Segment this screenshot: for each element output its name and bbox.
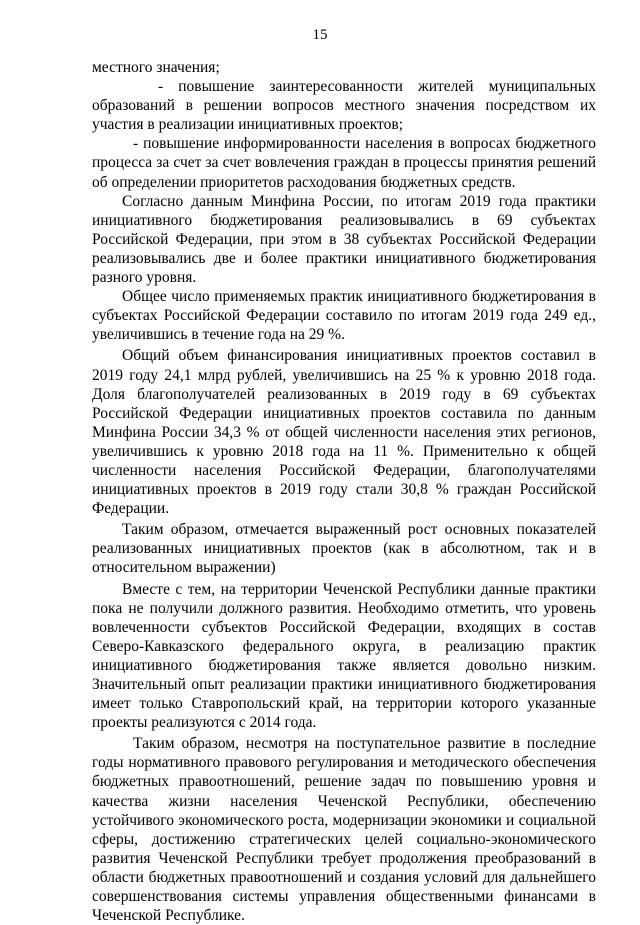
document-body <box>92 58 596 925</box>
paragraph-chechen-status: Вместе с тем, на территории Чеченской Республики данные практики пока не получили должного развития. Необходимо отметить, что уровень вовлеченности субъектов Российской Федерации, входящих в состав Северо-Кавказского федерального округа, в реализацию практик инициативного бюджетирования также является довольно низким. Значительный опыт реализации практики инициативного бюджетирования имеет только Ставропольский край, на территории которого указанные проекты реализуются с 2014 года. <box>92 580 596 732</box>
paragraph-growth-summary: Таким образом, отмечается выраженный рост основных показателей реализованных инициативных проектов (как в абсолютном, так и в относительном выражении) <box>92 521 596 577</box>
list-item-interest: - повышение заинтересованности жителей муниципальных образований в решении вопросов местного значения посредством их участия в реализации инициативных проектов; <box>92 78 596 134</box>
list-item-awareness: - повышение информированности населения в вопросах бюджетного процесса за счет за счет вовлечения граждан в процессы принятия решений об определении приоритетов расходования бюджетных средств. <box>92 135 596 191</box>
paragraph-conclusion: Таким образом, несмотря на поступательное развитие в последние годы нормативного правового регулирования и методического обеспечения бюджетных правоотношений, решение задач по повышению уровня и качества жизни населения Чеченской Республики, обеспечению устойчивого экономического роста, модернизации экономики и социальной сферы, достижению стратегических целей социально-экономического развития Чеченской Республики требует продолжения преобразований в области бюджетных правоотношений и создания условий для дальнейшего совершенствования системы управления общественными финансами в Чеченской Республике. <box>92 735 596 925</box>
paragraph-financing: Общий объем финансирования инициативных проектов составил в 2019 году 24,1 млрд рублей, увеличившись на 25 % к уровню 2018 года. Доля благополучателей реализованных в 2019 году в 69 субъектах Российской Федерации инициативных проектов составила по данным Минфина России 34,3 % от общей численности населения этих регионов, увеличившись к уровню 2018 года на 11 %. Применительно к общей численности населения Российской Федерации, благополучателями инициативных проектов в 2019 году стали 30,8 % граждан Российской Федерации. <box>92 347 596 518</box>
paragraph-minfin-data: Согласно данным Минфина России, по итогам 2019 года практики инициативного бюджетирования реализовывались в 69 субъектах Российской Федерации, при этом в 38 субъектах Российской Федерации реализовывались две и более практики инициативного бюджетирования разного уровня. <box>92 192 596 287</box>
paragraph-continuation: местного значения; <box>92 59 220 76</box>
paragraph-practice-count: Общее число применяемых практик инициативного бюджетирования в субъектах Российской Федерации составило по итогам 2019 года 249 ед., увеличившись в течение года на 29 %. <box>92 288 596 344</box>
page-number: 15 <box>312 27 328 43</box>
